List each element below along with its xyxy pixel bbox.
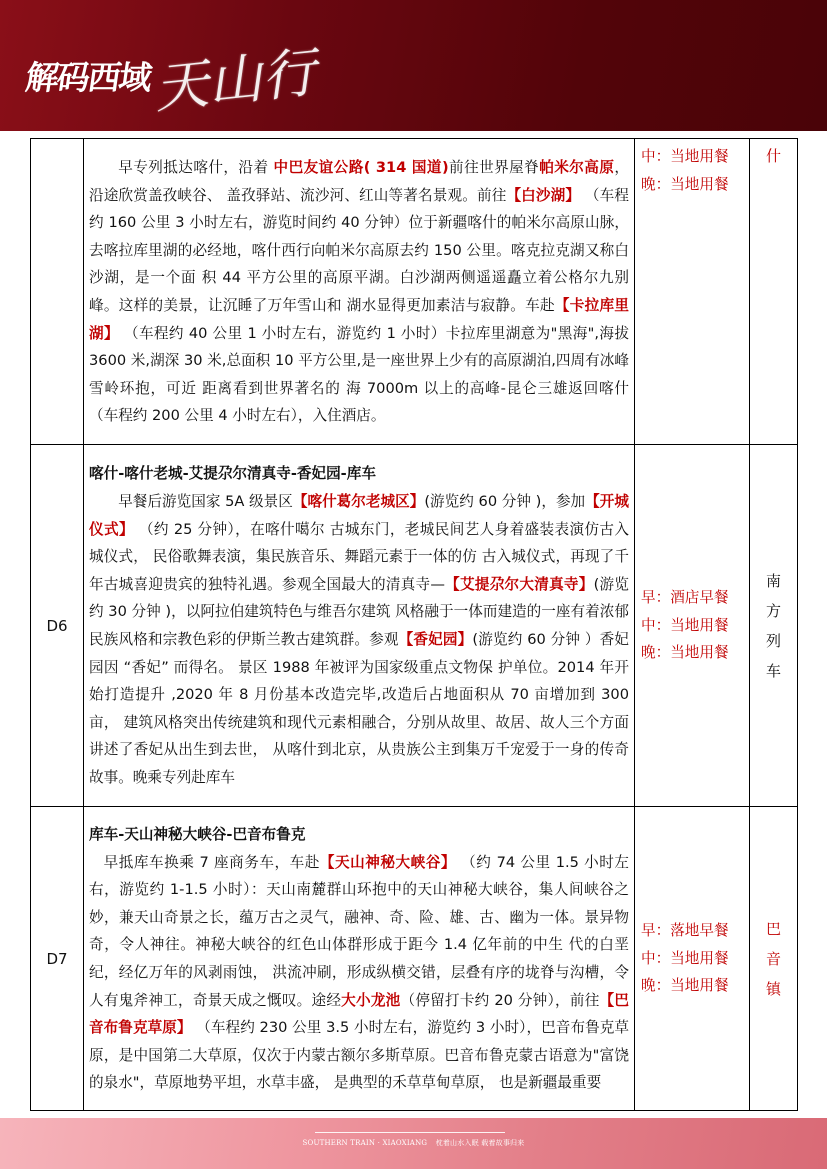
highlighted-attraction: 【白沙湖】: [506, 186, 581, 204]
description-text: （车程约 230 公里 3.5 小时左右，游览约 3 小时），巴音布鲁克草原，是中国第二大草原，仅次于内蒙古额尔多斯草原。巴音布鲁克蒙古语意为"富饶的泉水"，草原地势平坦，水草丰盛， 是典型的禾草草甸草原， 也是新疆最重要: [89, 1019, 629, 1092]
day-cell: [31, 139, 84, 445]
meals-cell: [635, 807, 750, 1111]
meal-item: 中：当地用餐: [641, 949, 729, 967]
description-cell: [84, 807, 635, 1111]
meal-item: 中：当地用餐: [641, 148, 729, 165]
accommodation-cell: [750, 807, 798, 1111]
page-footer: [0, 1118, 827, 1169]
itinerary-row: [31, 139, 798, 445]
day-cell: D7: [31, 807, 84, 1111]
day-description: [89, 154, 629, 430]
day-description: [89, 849, 629, 1097]
accommodation-text: 什: [765, 147, 781, 165]
description-text: （约 25 分钟），在喀什噶尔 古城东门，老城民间艺人身着盛装表演仿古入城仪式， 民俗歌舞表演，集民族音乐、舞蹈元素于一体的仿 古入城仪式，再现了千年古城喜迎贵宾的独特礼遇。参观全国最大的清真寺—: [89, 520, 629, 593]
description-text: (游览约 60 分钟 ）香妃园因 “香妃” 而得名。 景区 1988 年被评为国家级重点文物保 护单位。2014 年开始打造提升 ,2020 年 8 月份基本改造完毕,改造后占地面积从 70 亩增加到 300 亩， 建筑风格突出传统建筑和现代元素相融合，分别从故里、故居、故人三个方面讲述了香妃从出生到去世， 从喀什到北京，从贵族公主到集万千宠爱于一身的传奇故事。晚乘专列赴库车: [89, 631, 629, 786]
meal-item: 晚：当地用餐: [641, 644, 729, 662]
description-text: 早抵库车换乘 7 座商务车，车赴: [103, 853, 320, 871]
meal-item: 早：酒店早餐: [641, 589, 729, 607]
itinerary-row: [31, 807, 798, 1111]
highlighted-attraction: 大小龙池: [341, 991, 401, 1009]
accommodation-text: 南方列车: [765, 571, 781, 680]
accommodation-cell: [750, 445, 798, 807]
day-description: [89, 488, 629, 792]
highlighted-attraction: 中巴友谊公路( 314 国道): [273, 159, 449, 177]
highlighted-attraction: 【喀什葛尔老城区】: [292, 493, 425, 511]
meal-item: 晚：当地用餐: [641, 977, 729, 995]
footer-text-en: SOUTHERN TRAIN · XIAOXIANG: [302, 1139, 428, 1147]
itinerary-table: [30, 138, 798, 1111]
highlighted-attraction: 帕米尔高原: [539, 159, 615, 177]
highlighted-attraction: 【巴音布鲁克草原】: [89, 991, 629, 1037]
description-text: （车程约 160 公里 3 小时左右，游览时间约 40 分钟）位于新疆喀什的帕米尔高原山脉，去喀拉库里湖的必经地，喀什西行向帕米尔高原去约 150 公里。喀克拉克湖又称白沙湖，是一个面 积 44 平方公里的高原平湖。白沙湖两侧遥遥矗立着公格尔九别峰。这样的美景，让沉睡了万年雪山和 湖水显得更加素洁与寂静。车赴: [89, 186, 629, 314]
highlighted-attraction: 【开城仪式】: [89, 493, 629, 538]
description-text: ，沿途欣赏盖孜峡谷、 盖孜驿站、流沙河、红山等著名景观。前往: [89, 159, 629, 204]
meals-cell: [635, 139, 750, 445]
footer-slogan: [0, 1138, 827, 1148]
logo-block-text: 解码西域: [23, 58, 153, 97]
description-text: （约 74 公里 1.5 小时左右，游览约 1-1.5 小时）：天山南麓群山环抱中的天山神秘大峡谷，集人间峡谷之 妙，兼天山奇景之长，蕴万古之灵气，融神、奇、险、雄、古、幽为一体。景异物奇，令人神往。神秘大峡谷的红色山体群形成于距今 1.4 亿年前的中生 代的白垩纪，经亿万年的风剥雨蚀， 洪流冲刷，形成纵横交错，层叠有序的垅脊与沟槽，令人有鬼斧神工，奇景天成之慨叹。途经: [89, 853, 629, 1009]
meal-item: 晚：当地用餐: [641, 175, 729, 193]
day-route-title: 喀什-喀什老城-艾提尕尔清真寺-香妃园-库车: [89, 465, 376, 483]
accommodation-cell: [750, 139, 798, 445]
footer-text-cn: 枕着山水入眠 载着故事归来: [435, 1139, 525, 1147]
brand-logo: [23, 28, 319, 121]
logo-script-text: 天山行: [151, 40, 319, 121]
day-route-title: 库车-天山神秘大峡谷-巴音布鲁克: [89, 826, 306, 844]
footer-divider: [315, 1132, 505, 1133]
meal-item: 早：落地早餐: [641, 922, 729, 940]
page-header-banner: [0, 0, 827, 131]
description-cell: [84, 445, 635, 807]
description-text: 早餐后游览国家 5A 级景区: [118, 493, 293, 511]
description-text: (游览约 30 分钟 )，以阿拉伯建筑特色与维吾尔建筑 风格融于一体而建造的一座有着浓郁民族风格和宗教色彩的伊斯兰教古建筑群。参观: [89, 575, 629, 648]
description-cell: [84, 139, 635, 445]
description-text: （停留打卡约 20 分钟），前往: [400, 991, 600, 1009]
description-text: 前往世界屋脊: [448, 159, 540, 177]
description-text: (游览约 60 分钟 )，参加: [424, 493, 586, 511]
itinerary-row: [31, 445, 798, 807]
meal-item: 中：当地用餐: [641, 616, 729, 634]
accommodation-text: 巴音镇: [765, 919, 781, 998]
description-text: （车程约 40 公里 1 小时左右，游览约 1 小时）卡拉库里湖意为"黑海",海拔 3600 米,湖深 30 米,总面积 10 平方公里,是一座世界上少有的高原湖泊,四周有冰峰雪岭环抱，可近 距离看到世界著名的 海 7000m 以上的高峰-昆仑三雄返回喀什（车程约 200 公里 4 小时左右），入住酒店。: [89, 324, 629, 425]
highlighted-attraction: 【香妃园】: [398, 631, 473, 648]
highlighted-attraction: 【艾提尕尔大清真寺】: [444, 575, 594, 593]
day-cell: D6: [31, 445, 84, 807]
highlighted-attraction: 【天山神秘大峡谷】: [319, 853, 456, 871]
description-text: 早专列抵达喀什，沿着: [118, 159, 274, 177]
highlighted-attraction: 【卡拉库里湖】: [89, 297, 629, 342]
meals-cell: [635, 445, 750, 807]
